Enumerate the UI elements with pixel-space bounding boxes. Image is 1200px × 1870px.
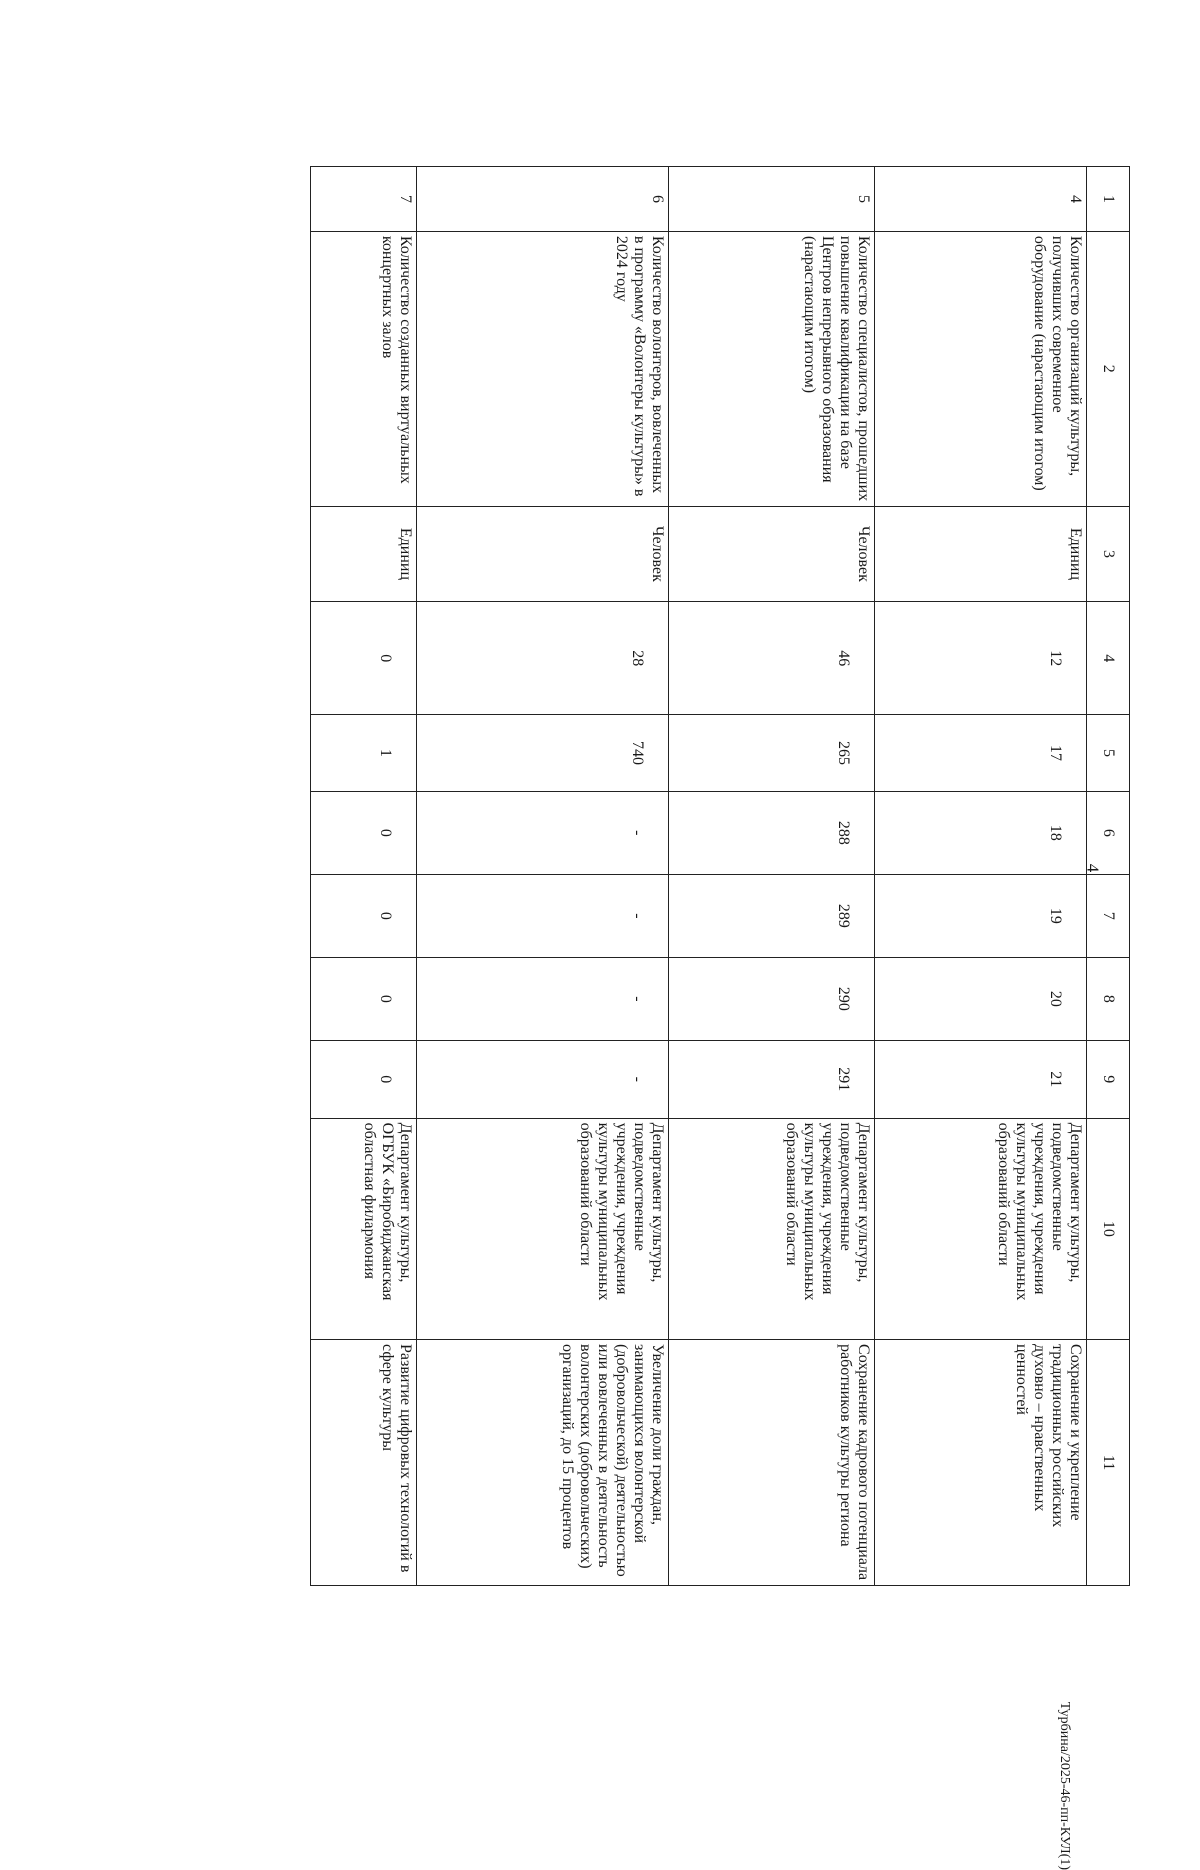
- header-cell: 2: [1087, 231, 1130, 506]
- header-cell: 3: [1087, 506, 1130, 602]
- goal-cell: Сохранение кадрового потенциала работников культуры региона: [669, 1340, 875, 1586]
- value-cell: 18: [875, 791, 1087, 874]
- value-cell: 17: [875, 715, 1087, 792]
- row-number: 6: [417, 167, 669, 232]
- header-cell: 10: [1087, 1118, 1130, 1339]
- document-footer: Турбина/2025-46-пп-КУЛ(1): [1057, 1701, 1072, 1870]
- value-cell: 290: [669, 957, 875, 1040]
- header-cell: 8: [1087, 957, 1130, 1040]
- table-row: [875, 167, 1087, 1586]
- value-cell: 20: [875, 957, 1087, 1040]
- header-cell: 6: [1087, 791, 1130, 874]
- responsible-cell: Департамент культуры, подведомственные учреждения, учреждения культуры муниципальных образований области: [417, 1118, 669, 1339]
- header-cell: 11: [1087, 1340, 1130, 1586]
- unit-cell: Человек: [417, 506, 669, 602]
- table-header-row: [1087, 167, 1130, 1586]
- value-cell: 0: [311, 1040, 417, 1118]
- header-cell: 9: [1087, 1040, 1130, 1118]
- header-cell: 7: [1087, 874, 1130, 957]
- indicator-name: Количество специалистов, прошедших повышение квалификации на базе Центров непрерывного образования (нарастающим итогом): [669, 231, 875, 506]
- header-cell: 5: [1087, 715, 1130, 792]
- value-cell: 19: [875, 874, 1087, 957]
- table-row: [311, 167, 417, 1586]
- value-cell: 0: [311, 874, 417, 957]
- indicators-table: [310, 166, 1130, 1586]
- row-number: 4: [875, 167, 1087, 232]
- goal-cell: Развитие цифровых технологий в сфере культуры: [311, 1340, 417, 1586]
- header-cell: 4: [1087, 602, 1130, 715]
- indicator-name: Количество созданных виртуальных концертных залов: [311, 231, 417, 506]
- row-number: 5: [669, 167, 875, 232]
- rotated-table-container: [240, 166, 1130, 1586]
- value-cell: 0: [311, 957, 417, 1040]
- responsible-cell: Департамент культуры, подведомственные учреждения, учреждения культуры муниципальных образований области: [669, 1118, 875, 1339]
- value-cell: 289: [669, 874, 875, 957]
- table-row: [669, 167, 875, 1586]
- value-cell: 0: [311, 602, 417, 715]
- row-number: 7: [311, 167, 417, 232]
- value-cell: 1: [311, 715, 417, 792]
- value-cell: 46: [669, 602, 875, 715]
- value-cell: 0: [311, 791, 417, 874]
- unit-cell: Человек: [669, 506, 875, 602]
- value-cell: 28: [417, 602, 669, 715]
- value-cell: -: [417, 791, 669, 874]
- value-cell: -: [417, 1040, 669, 1118]
- responsible-cell: Департамент культуры, подведомственные учреждения, учреждения культуры муниципальных образований области: [875, 1118, 1087, 1339]
- goal-cell: Увеличение доли граждан, занимающихся волонтерской (добровольческой) деятельностью или вовлеченных в деятельность волонтерских (добровольческих) организаций, до 15 процентов: [417, 1340, 669, 1586]
- value-cell: 12: [875, 602, 1087, 715]
- value-cell: 21: [875, 1040, 1087, 1118]
- value-cell: 740: [417, 715, 669, 792]
- page-number: 4: [1083, 863, 1103, 873]
- table-row: [417, 167, 669, 1586]
- value-cell: 291: [669, 1040, 875, 1118]
- header-cell: 1: [1087, 167, 1130, 232]
- value-cell: -: [417, 874, 669, 957]
- value-cell: 288: [669, 791, 875, 874]
- unit-cell: Единиц: [875, 506, 1087, 602]
- value-cell: -: [417, 957, 669, 1040]
- unit-cell: Единиц: [311, 506, 417, 602]
- value-cell: 265: [669, 715, 875, 792]
- indicator-name: Количество волонтеров, вовлеченных в программу «Волонтеры культуры» в 2024 году: [417, 231, 669, 506]
- goal-cell: Сохранение и укрепление традиционных российских духовно – нравственных ценностей: [875, 1340, 1087, 1586]
- responsible-cell: Департамент культуры, ОГБУК «Биробиджанская областная филармония: [311, 1118, 417, 1339]
- indicator-name: Количество организаций культуры, получивших современное оборудование (нарастающим итогом): [875, 231, 1087, 506]
